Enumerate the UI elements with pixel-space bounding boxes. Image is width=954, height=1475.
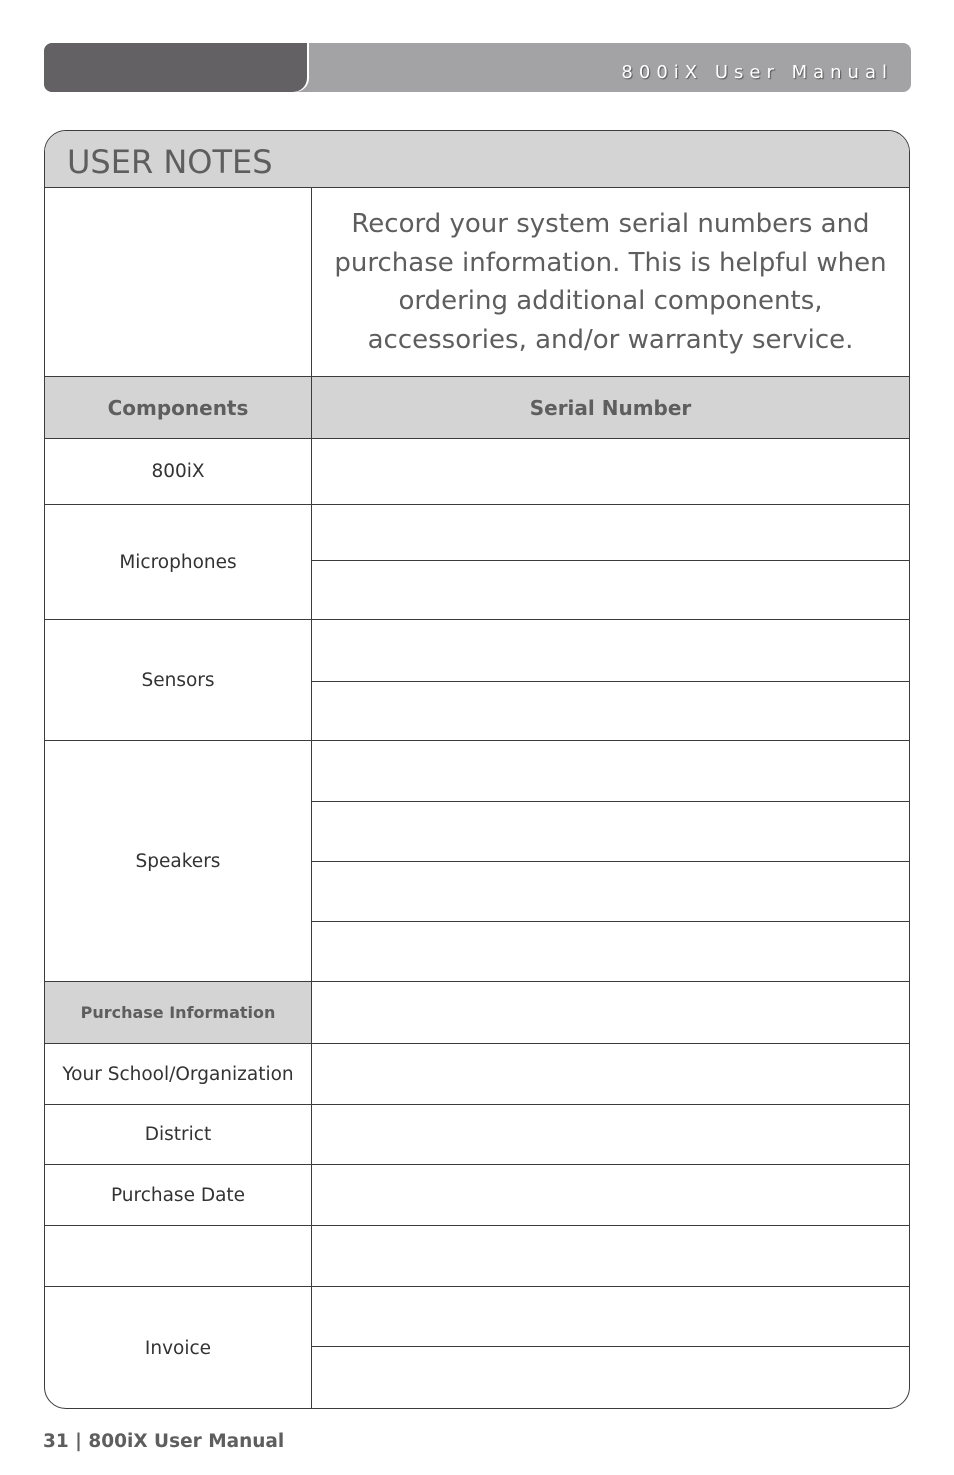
row-label-district: District [144, 1124, 212, 1145]
serial-field-group[interactable] [311, 741, 909, 981]
row-label-sensors: Sensors [141, 669, 215, 691]
table-row [45, 619, 909, 740]
section-header-purchase-information: Purchase Information [45, 982, 311, 1043]
field-divider [312, 801, 909, 802]
page-footer: 31 | 800iX User Manual [43, 1431, 285, 1452]
field-divider [312, 921, 909, 922]
row-label-organization: Your School/Organization [62, 1063, 294, 1085]
column-header-serial: Serial Number [529, 395, 692, 420]
intro-text: Record your system serial numbers and purchase information. This is helpful when ordering additional components, accessories, and/or warranty service. [311, 188, 909, 376]
info-field-group[interactable] [311, 1287, 909, 1409]
table-row [45, 1043, 909, 1104]
info-field[interactable] [311, 1165, 909, 1225]
serial-field-group[interactable] [311, 620, 909, 740]
table-row [45, 1104, 909, 1164]
serial-field[interactable] [311, 439, 909, 504]
row-label-invoice: Invoice [144, 1338, 212, 1359]
header-bar [44, 43, 911, 92]
table-row [45, 504, 909, 619]
table-header-row [45, 376, 909, 438]
info-field[interactable] [311, 1105, 909, 1164]
user-notes-card [44, 130, 910, 1409]
table-row [45, 981, 909, 1043]
page-title: USER NOTES [67, 143, 273, 181]
row-label-800ix: 800iX [151, 461, 205, 482]
row-label-purchase-date: Purchase Date [110, 1184, 246, 1206]
title-band [45, 131, 909, 188]
column-header-serial-cell [311, 377, 909, 438]
field-divider [312, 560, 909, 561]
column-header-components: Components [107, 395, 249, 420]
info-field[interactable] [311, 1226, 909, 1286]
table-row [45, 740, 909, 981]
header-tab-shape [44, 43, 307, 92]
field-divider [312, 861, 909, 862]
field-divider [312, 681, 909, 682]
serial-field-group[interactable] [311, 505, 909, 619]
row-label-blank[interactable] [45, 1226, 311, 1286]
table-row [45, 1286, 909, 1409]
field-divider [312, 1346, 909, 1347]
info-field[interactable] [311, 1044, 909, 1104]
table-row [45, 1164, 909, 1225]
header-title: 800iX User Manual [621, 62, 893, 83]
row-label-microphones: Microphones [119, 551, 237, 573]
row-label-speakers: Speakers [135, 850, 221, 872]
info-field[interactable] [311, 982, 909, 1043]
table-row [45, 438, 909, 504]
table-row [45, 1225, 909, 1286]
